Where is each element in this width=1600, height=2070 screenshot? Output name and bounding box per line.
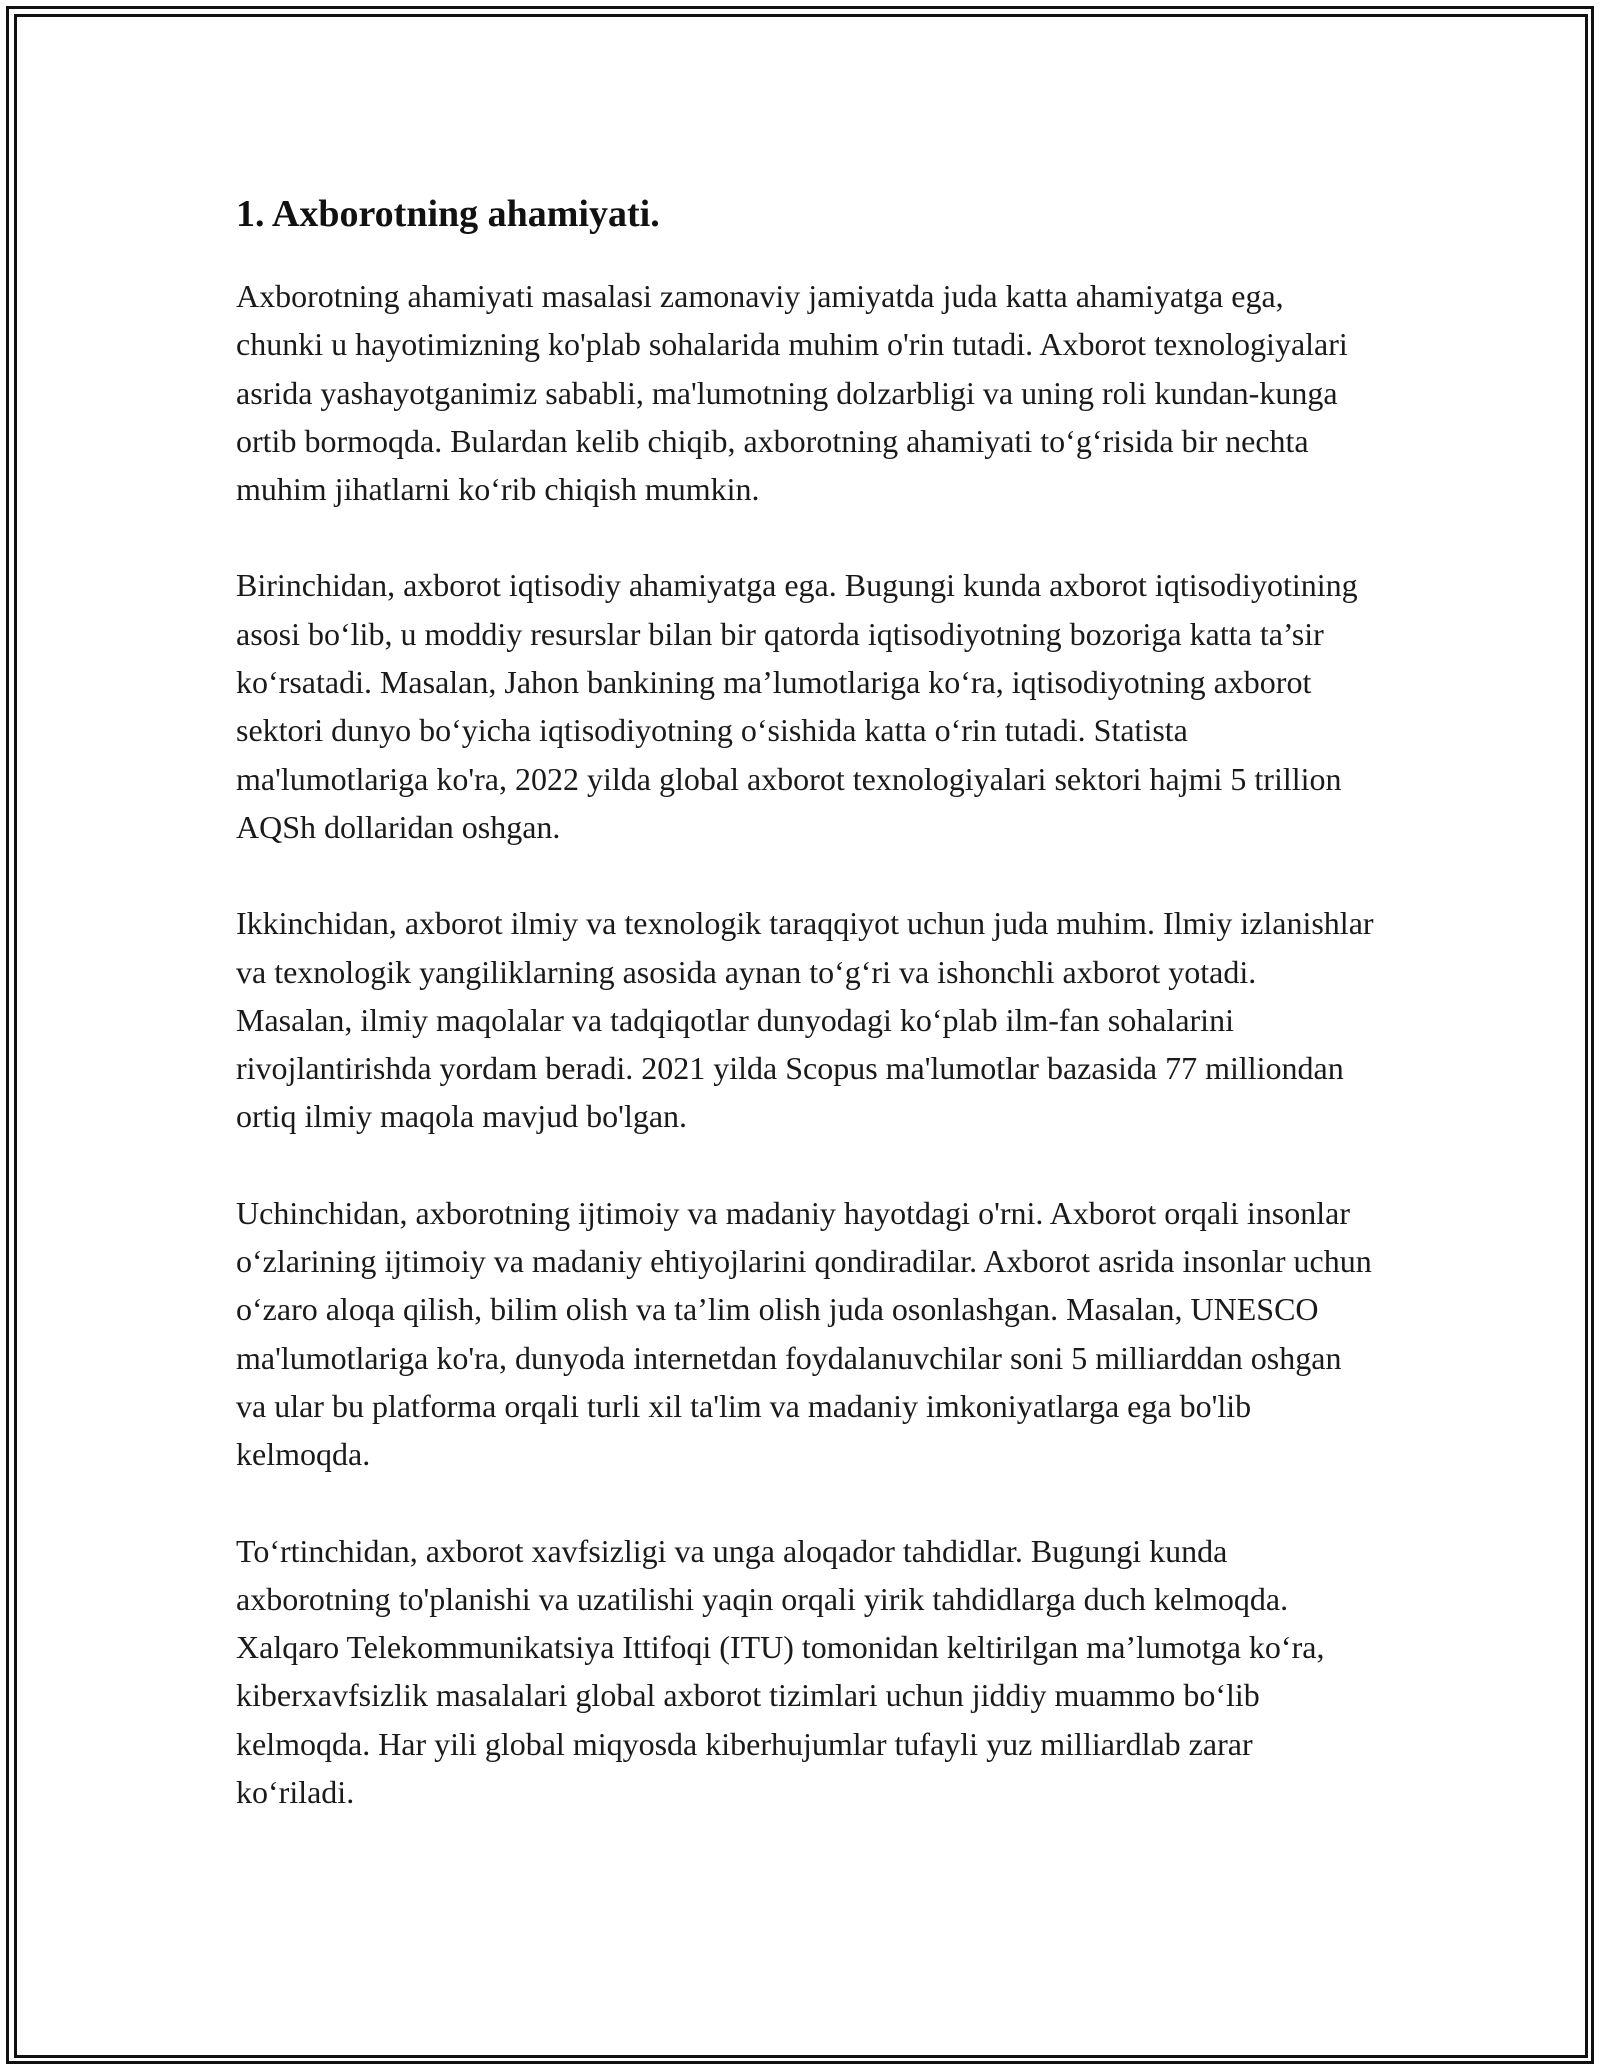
section-heading: 1. Axborotning ahamiyati. <box>236 193 660 235</box>
paragraph-economic: Birinchidan, axborot iqtisodiy ahamiyatga ega. Bugungi kunda axborot iqtisodiyotining asosi bo‘lib, u moddiy resurslar bilan bir qatorda iqtisodiyotning bozoriga katta ta’sir ko‘rsatadi. Masalan, Jahon bankining ma’lumotlariga ko‘ra, iqtisodiyotning axborot sektori dunyo bo‘yicha iqtisodiyotning o‘sishida katta o‘rin tutadi. Statista ma'lumotlariga ko'ra, 2022 yilda global axborot texnologiyalari sektori hajmi 5 trillion AQSh dollaridan oshgan. <box>236 567 1358 845</box>
document-body <box>236 186 1376 1864</box>
paragraph-social-cultural: Uchinchidan, axborotning ijtimoiy va madaniy hayotdagi o'rni. Axborot orqali insonlar o‘zlarining ijtimoiy va madaniy ehtiyojlarini qondiradilar. Axborot asrida insonlar uchun o‘zaro aloqa qilish, bilim olish va ta’lim olish juda osonlashgan. Masalan, UNESCO ma'lumotlariga ko'ra, dunyoda internetdan foydalanuvchilar soni 5 milliarddan oshgan va ular bu platforma orqali turli xil ta'lim va madaniy imkoniyatlarga ega bo'lib kelmoqda. <box>236 1194 1372 1473</box>
paragraph-intro: Axborotning ahamiyati masalasi zamonaviy jamiyatda juda katta ahamiyatga ega, chunki u hayotimizning ko'plab sohalarida muhim o'rin tutadi. Axborot texnologiyalari asrida yashayotganimiz sababli, ma'lumotning dolzarbligi va uning roli kundan-kunga ortib bormoqda. Bulardan kelib chiqib, axborotning ahamiyati to‘g‘risida bir nechta muhim jihatlarni ko‘rib chiqish mumkin. <box>236 278 1348 508</box>
paragraph-security: To‘rtinchidan, axborot xavfsizligi va unga aloqador tahdidlar. Bugungi kunda axborotning to'planishi va uzatilishi yaqin orqali yirik tahdidlarga duch kelmoqda. Xalqaro Telekommunikatsiya Ittifoqi (ITU) tomonidan keltirilgan ma’lumotga ko‘ra, kiberxavfsizlik masalalari global axborot tizimlari uchun jiddiy muammo bo‘lib kelmoqda. Har yili global miqyosda kiberhujumlar tufayli yuz milliardlab zarar ko‘riladi. <box>236 1532 1325 1811</box>
paragraph-scientific: Ikkinchidan, axborot ilmiy va texnologik taraqqiyot uchun juda muhim. Ilmiy izlanishlar va texnologik yangiliklarning asosida aynan to‘g‘ri va ishonchli axborot yotadi. Masalan, ilmiy maqolalar va tadqiqotlar dunyodagi ko‘plab ilm-fan sohalarini rivojlantirishda yordam beradi. 2021 yilda Scopus ma'lumotlar bazasida 77 milliondan ortiq ilmiy maqola mavjud bo'lgan. <box>236 905 1374 1135</box>
